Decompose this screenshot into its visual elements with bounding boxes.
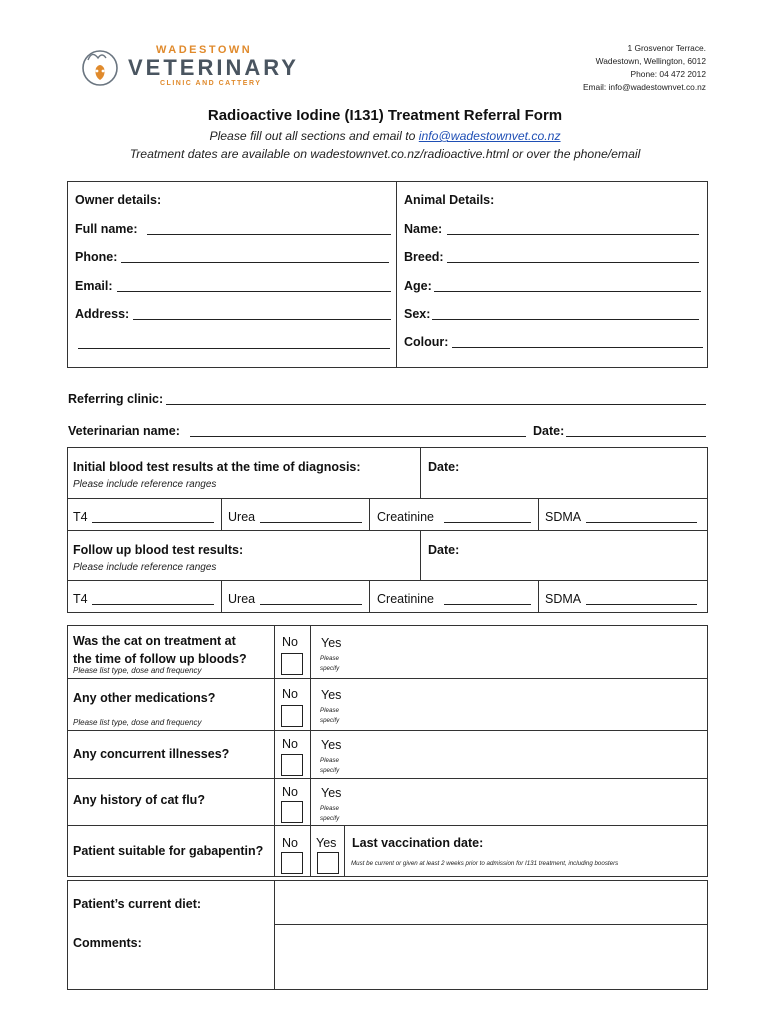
clinic-logo [76, 42, 299, 92]
q2-yes-label: Yes [321, 688, 342, 702]
please-text: Please [320, 757, 339, 764]
vet-name-field[interactable] [190, 436, 526, 437]
creatinine-field[interactable] [444, 522, 531, 523]
q4-no-checkbox[interactable] [281, 801, 303, 823]
sdma-label: SDMA [545, 510, 582, 524]
form-subtitle [0, 129, 770, 143]
q1-yes-label: Yes [321, 636, 342, 650]
colour-label: Colour: [404, 335, 449, 349]
sdma-followup-field[interactable] [586, 604, 697, 605]
col-divider [274, 880, 275, 990]
t4-followup-field[interactable] [92, 604, 214, 605]
address-label: Address: [75, 307, 130, 321]
col-divider [221, 498, 222, 530]
address-line: Phone: 04 472 2012 [630, 69, 706, 79]
q4-no-label: No [282, 785, 298, 799]
followup-date-label: Date: [428, 543, 460, 557]
clinic-date-field[interactable] [566, 436, 706, 437]
q1-no-checkbox[interactable] [281, 653, 303, 675]
q1-label [73, 632, 247, 668]
q2-note: Please list type, dose and frequency [73, 718, 202, 727]
q1-note: Please list type, dose and frequency [73, 666, 202, 675]
please-text: Please [320, 707, 339, 714]
urea-field[interactable] [260, 522, 362, 523]
sdma-field[interactable] [586, 522, 697, 523]
q1-no-label: No [282, 635, 298, 649]
sex-field[interactable] [432, 319, 699, 320]
specify-text: specify [320, 717, 340, 724]
q3-no-label: No [282, 737, 298, 751]
email-link[interactable]: info@wadestownvet.co.nz [418, 129, 561, 143]
clinic-address [583, 42, 706, 94]
logo-sub-text: CLINIC AND CATTERY [160, 80, 262, 87]
address-field[interactable] [133, 319, 391, 320]
phone-field[interactable] [121, 262, 389, 263]
email-label: Email: [75, 279, 113, 293]
urea-label: Urea [228, 510, 256, 524]
address-line: Wadestown, Wellington, 6012 [595, 56, 706, 66]
logo-main-text: VETERINARY [128, 55, 299, 80]
please-text: Please [320, 805, 339, 812]
phone-label: Phone: [75, 250, 118, 264]
form-title: Radioactive Iodine (I131) Treatment Referral Form [207, 107, 563, 124]
q5-no-checkbox[interactable] [281, 852, 303, 874]
sex-label: Sex: [404, 307, 431, 321]
t4-field[interactable] [92, 522, 214, 523]
address-line: Email: info@wadestownvet.co.nz [582, 82, 706, 92]
address-field-2[interactable] [78, 348, 390, 349]
q2-label: Any other medications? [73, 691, 216, 705]
q3-no-checkbox[interactable] [281, 754, 303, 776]
animal-heading: Animal Details: [404, 193, 495, 207]
sdma-label: SDMA [545, 592, 582, 606]
full-name-field[interactable] [147, 234, 391, 235]
col-divider [369, 580, 370, 613]
clinic-date-label: Date: [533, 424, 565, 438]
animal-name-field[interactable] [447, 234, 699, 235]
row-divider [67, 730, 708, 731]
address-line: 1 Grosvenor Terrace. [627, 43, 706, 53]
initial-blood-note: Please include reference ranges [73, 479, 217, 490]
referring-clinic-label: Referring clinic: [68, 392, 164, 406]
initial-blood-heading: Initial blood test results at the time of diagnosis: [73, 460, 361, 474]
age-field[interactable] [434, 291, 701, 292]
col-divider [310, 625, 311, 877]
col-divider [344, 825, 345, 877]
q2-no-label: No [282, 687, 298, 701]
section-divider [396, 181, 397, 368]
comments-label: Comments: [73, 936, 142, 950]
q2-please-specify [320, 706, 339, 726]
col-divider [221, 580, 222, 613]
form-subtitle-2: Treatment dates are available on wadestownvet.co.nz/radioactive.html or over the phone/email [129, 147, 641, 161]
urea-label: Urea [228, 592, 256, 606]
q5-yes-label: Yes [316, 836, 337, 850]
q4-label: Any history of cat flu? [73, 793, 205, 807]
breed-field[interactable] [447, 262, 699, 263]
specify-text: specify [320, 665, 340, 672]
referring-clinic-field[interactable] [166, 404, 706, 405]
q4-please-specify [320, 804, 339, 824]
row-divider [67, 580, 708, 581]
q4-yes-label: Yes [321, 786, 342, 800]
col-divider [538, 498, 539, 530]
col-divider [274, 625, 275, 877]
initial-date-label: Date: [428, 460, 460, 474]
comments-field[interactable] [276, 926, 706, 988]
col-divider [538, 580, 539, 613]
breed-label: Breed: [404, 250, 444, 264]
col-divider [369, 498, 370, 530]
logo-top-text: WADESTOWN [156, 44, 253, 56]
diet-field[interactable] [276, 882, 706, 923]
q1-line-1: Was the cat on treatment at [73, 634, 236, 648]
row-divider [67, 825, 708, 826]
q3-please-specify [320, 756, 339, 776]
owner-heading: Owner details: [75, 193, 162, 207]
q3-label: Any concurrent illnesses? [73, 747, 230, 761]
subtitle-text: Please fill out all sections and email to [209, 129, 419, 143]
urea-followup-field[interactable] [260, 604, 362, 605]
q1-please-specify [320, 654, 339, 674]
vaccination-label: Last vaccination date: [352, 836, 484, 850]
t4-label: T4 [73, 510, 88, 524]
q1-line-2: the time of follow up bloods? [73, 652, 247, 666]
q2-no-checkbox[interactable] [281, 705, 303, 727]
col-divider [420, 447, 421, 498]
q5-label: Patient suitable for gabapentin? [73, 844, 264, 858]
full-name-label: Full name: [75, 222, 138, 236]
q5-no-label: No [282, 836, 298, 850]
colour-field[interactable] [452, 347, 703, 348]
diet-label: Patient’s current diet: [73, 897, 202, 911]
age-label: Age: [404, 279, 432, 293]
email-field[interactable] [117, 291, 391, 292]
creatinine-label: Creatinine [377, 510, 434, 524]
vet-name-label: Veterinarian name: [68, 424, 180, 438]
owner-animal-section [67, 181, 708, 368]
row-divider [67, 498, 708, 499]
animal-name-label: Name: [404, 222, 443, 236]
creatinine-followup-field[interactable] [444, 604, 531, 605]
specify-text: specify [320, 767, 340, 774]
please-text: Please [320, 655, 339, 662]
t4-label: T4 [73, 592, 88, 606]
creatinine-label: Creatinine [377, 592, 434, 606]
cat-dog-logo-icon [76, 46, 124, 90]
q3-yes-label: Yes [321, 738, 342, 752]
q5-yes-checkbox[interactable] [317, 852, 339, 874]
row-divider [274, 924, 708, 925]
row-divider [67, 778, 708, 779]
vaccination-note: Must be current or given at least 2 weeks prior to admission for I131 treatment, including boosters [351, 860, 619, 867]
row-divider [67, 678, 708, 679]
followup-blood-heading: Follow up blood test results: [73, 543, 244, 557]
followup-blood-note: Please include reference ranges [73, 562, 217, 573]
specify-text: specify [320, 815, 340, 822]
col-divider [420, 530, 421, 580]
row-divider [67, 530, 708, 531]
